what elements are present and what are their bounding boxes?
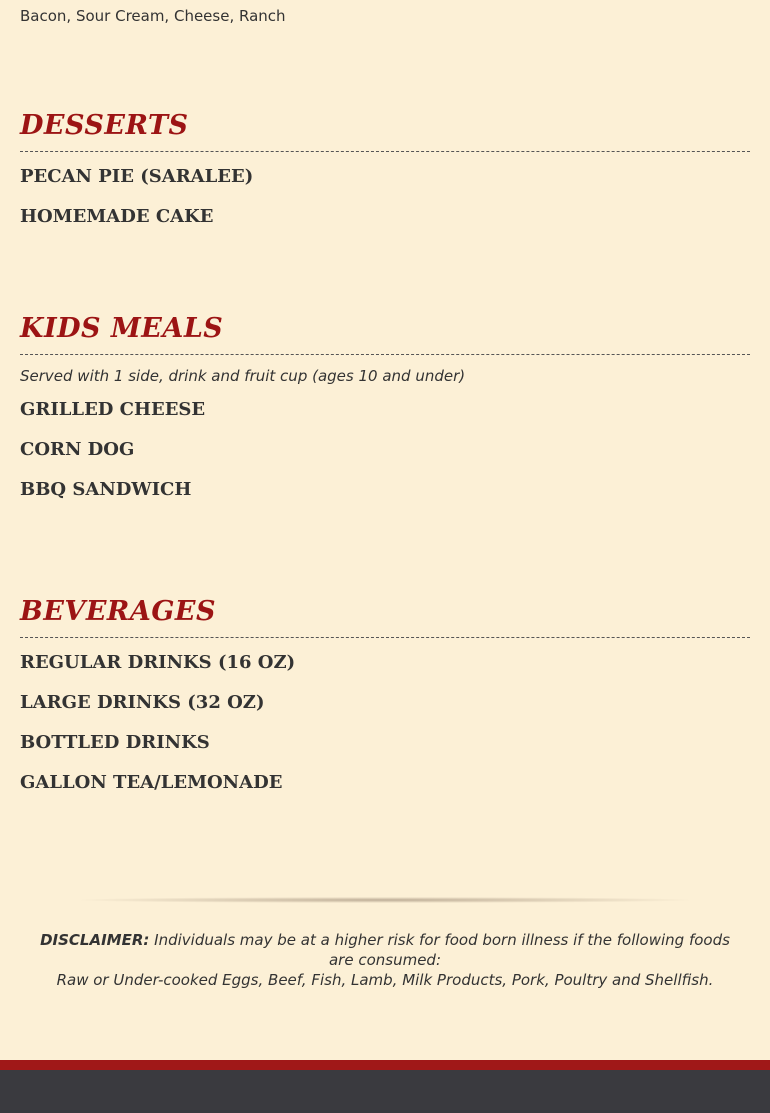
menu-item: HOMEMADE CAKE [20,206,214,227]
section-description: Served with 1 side, drink and fruit cup (ages 10 and under) [20,367,466,385]
shadow-divider [80,897,690,903]
menu-items-kids-meals [20,390,750,510]
section-divider [20,151,750,152]
menu-item: CORN DOG [20,439,135,460]
section-desserts [20,108,750,237]
menu-item: PECAN PIE (SARALEE) [20,166,254,187]
menu-item: LARGE DRINKS (32 OZ) [20,692,265,713]
footer-accent-bar [0,1060,770,1070]
menu-item: REGULAR DRINKS (16 OZ) [20,652,296,673]
section-title-beverages: BEVERAGES [20,596,216,627]
menu-item: GALLON TEA/LEMONADE [20,772,283,793]
menu-item: BBQ SANDWICH [20,479,192,500]
section-kids-meals [20,311,750,510]
menu-items-desserts [20,157,750,237]
section-beverages [20,594,750,803]
menu-item: GRILLED CHEESE [20,399,206,420]
top-note: Bacon, Sour Cream, Cheese, Ranch [20,7,286,25]
footer [0,1070,770,1113]
section-divider [20,354,750,355]
disclaimer-foods: Raw or Under-cooked Eggs, Beef, Fish, Lamb, Milk Products, Pork, Poultry and Shellfish. [56,971,714,989]
disclaimer [40,930,730,990]
menu-item: BOTTLED DRINKS [20,732,210,753]
section-title-desserts: DESSERTS [20,110,189,141]
section-title-kids-meals: KIDS MEALS [20,313,224,344]
menu-items-beverages [20,643,750,803]
section-divider [20,637,750,638]
disclaimer-label: DISCLAIMER: [40,931,150,949]
disclaimer-text: Individuals may be at a higher risk for food born illness if the following foods are consumed: [154,931,730,969]
